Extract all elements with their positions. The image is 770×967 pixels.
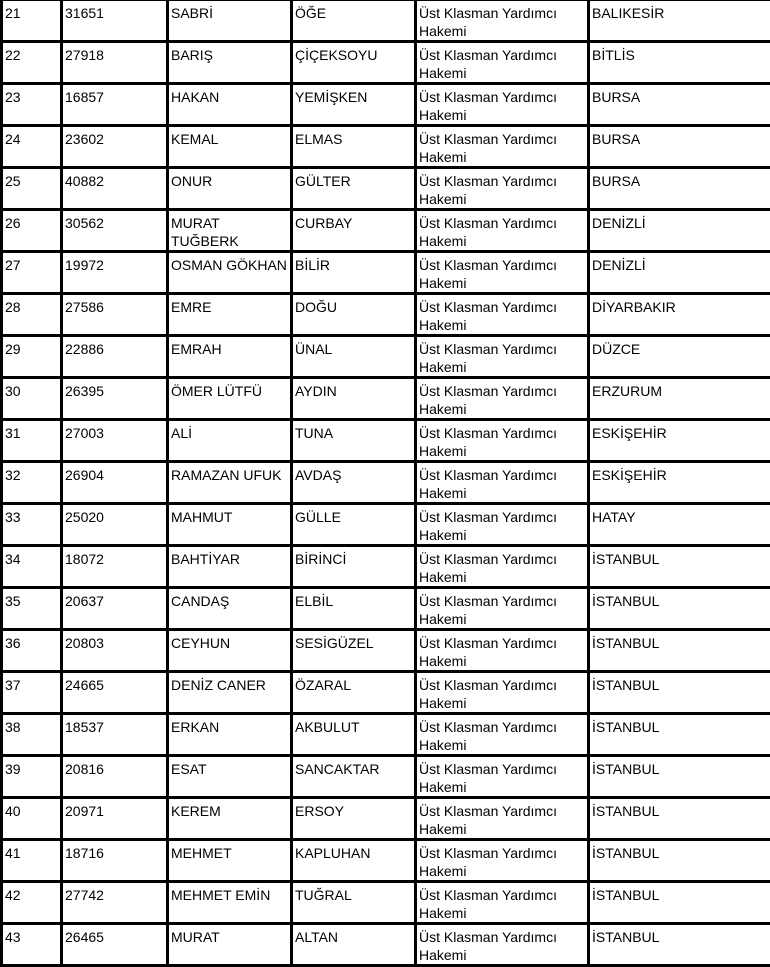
first-name-cell: ÖMER LÜTFÜ bbox=[168, 378, 292, 420]
first-name-cell: ONUR bbox=[168, 168, 292, 210]
row-number-cell: 22 bbox=[2, 42, 62, 84]
table-row bbox=[2, 84, 770, 126]
classification-cell: Üst Klasman Yardımcı Hakemi bbox=[416, 168, 589, 210]
row-number-cell: 32 bbox=[2, 462, 62, 504]
last-name-cell: CURBAY bbox=[292, 210, 416, 252]
row-number-cell: 25 bbox=[2, 168, 62, 210]
last-name-cell: SESİGÜZEL bbox=[292, 630, 416, 672]
license-number-cell: 20816 bbox=[62, 756, 168, 798]
row-number-cell: 23 bbox=[2, 84, 62, 126]
first-name-cell: RAMAZAN UFUK bbox=[168, 462, 292, 504]
last-name-cell: YEMİŞKEN bbox=[292, 84, 416, 126]
license-number-cell: 25020 bbox=[62, 504, 168, 546]
table-row bbox=[2, 882, 770, 924]
last-name-cell: ÖĞE bbox=[292, 0, 416, 42]
first-name-cell: SABRİ bbox=[168, 0, 292, 42]
classification-cell: Üst Klasman Yardımcı Hakemi bbox=[416, 126, 589, 168]
last-name-cell: AYDIN bbox=[292, 378, 416, 420]
row-number-cell: 29 bbox=[2, 336, 62, 378]
license-number-cell: 18072 bbox=[62, 546, 168, 588]
city-cell: BURSA bbox=[589, 126, 770, 168]
last-name-cell: TUNA bbox=[292, 420, 416, 462]
license-number-cell: 26904 bbox=[62, 462, 168, 504]
city-cell: DÜZCE bbox=[589, 336, 770, 378]
row-number-cell: 37 bbox=[2, 672, 62, 714]
table-row bbox=[2, 672, 770, 714]
table-row bbox=[2, 462, 770, 504]
license-number-cell: 16857 bbox=[62, 84, 168, 126]
first-name-cell: HAKAN bbox=[168, 84, 292, 126]
first-name-cell: DENİZ CANER bbox=[168, 672, 292, 714]
license-number-cell: 40882 bbox=[62, 168, 168, 210]
first-name-cell: MAHMUT bbox=[168, 504, 292, 546]
row-number-cell: 27 bbox=[2, 252, 62, 294]
table-row bbox=[2, 168, 770, 210]
classification-cell: Üst Klasman Yardımcı Hakemi bbox=[416, 672, 589, 714]
license-number-cell: 27742 bbox=[62, 882, 168, 924]
table-row bbox=[2, 336, 770, 378]
city-cell: İSTANBUL bbox=[589, 882, 770, 924]
first-name-cell: ALİ bbox=[168, 420, 292, 462]
first-name-cell: MURAT TUĞBERK bbox=[168, 210, 292, 252]
table-row bbox=[2, 714, 770, 756]
last-name-cell: BİLİR bbox=[292, 252, 416, 294]
last-name-cell: GÜLTER bbox=[292, 168, 416, 210]
first-name-cell: MEHMET EMİN bbox=[168, 882, 292, 924]
classification-cell: Üst Klasman Yardımcı Hakemi bbox=[416, 714, 589, 756]
classification-cell: Üst Klasman Yardımcı Hakemi bbox=[416, 210, 589, 252]
city-cell: İSTANBUL bbox=[589, 588, 770, 630]
first-name-cell: EMRAH bbox=[168, 336, 292, 378]
first-name-cell: OSMAN GÖKHAN bbox=[168, 252, 292, 294]
last-name-cell: SANCAKTAR bbox=[292, 756, 416, 798]
classification-cell: Üst Klasman Yardımcı Hakemi bbox=[416, 924, 589, 966]
table-row bbox=[2, 420, 770, 462]
classification-cell: Üst Klasman Yardımcı Hakemi bbox=[416, 840, 589, 882]
classification-cell: Üst Klasman Yardımcı Hakemi bbox=[416, 0, 589, 42]
table-row bbox=[2, 378, 770, 420]
row-number-cell: 30 bbox=[2, 378, 62, 420]
city-cell: DENİZLİ bbox=[589, 210, 770, 252]
row-number-cell: 34 bbox=[2, 546, 62, 588]
row-number-cell: 21 bbox=[2, 0, 62, 42]
city-cell: ERZURUM bbox=[589, 378, 770, 420]
last-name-cell: ERSOY bbox=[292, 798, 416, 840]
table-row bbox=[2, 756, 770, 798]
license-number-cell: 24665 bbox=[62, 672, 168, 714]
last-name-cell: AKBULUT bbox=[292, 714, 416, 756]
last-name-cell: AVDAŞ bbox=[292, 462, 416, 504]
license-number-cell: 20971 bbox=[62, 798, 168, 840]
table-row bbox=[2, 252, 770, 294]
classification-cell: Üst Klasman Yardımcı Hakemi bbox=[416, 588, 589, 630]
city-cell: ESKİŞEHİR bbox=[589, 462, 770, 504]
last-name-cell: ALTAN bbox=[292, 924, 416, 966]
license-number-cell: 20637 bbox=[62, 588, 168, 630]
row-number-cell: 40 bbox=[2, 798, 62, 840]
table-row bbox=[2, 126, 770, 168]
first-name-cell: EMRE bbox=[168, 294, 292, 336]
city-cell: İSTANBUL bbox=[589, 924, 770, 966]
license-number-cell: 27003 bbox=[62, 420, 168, 462]
last-name-cell: DOĞU bbox=[292, 294, 416, 336]
city-cell: İSTANBUL bbox=[589, 840, 770, 882]
last-name-cell: ELMAS bbox=[292, 126, 416, 168]
table-row bbox=[2, 546, 770, 588]
city-cell: BURSA bbox=[589, 84, 770, 126]
classification-cell: Üst Klasman Yardımcı Hakemi bbox=[416, 336, 589, 378]
row-number-cell: 43 bbox=[2, 924, 62, 966]
license-number-cell: 30562 bbox=[62, 210, 168, 252]
license-number-cell: 18716 bbox=[62, 840, 168, 882]
city-cell: İSTANBUL bbox=[589, 798, 770, 840]
last-name-cell: BİRİNCİ bbox=[292, 546, 416, 588]
row-number-cell: 35 bbox=[2, 588, 62, 630]
city-cell: DİYARBAKIR bbox=[589, 294, 770, 336]
license-number-cell: 26395 bbox=[62, 378, 168, 420]
city-cell: İSTANBUL bbox=[589, 546, 770, 588]
table-row bbox=[2, 42, 770, 84]
city-cell: İSTANBUL bbox=[589, 672, 770, 714]
classification-cell: Üst Klasman Yardımcı Hakemi bbox=[416, 504, 589, 546]
row-number-cell: 41 bbox=[2, 840, 62, 882]
row-number-cell: 24 bbox=[2, 126, 62, 168]
city-cell: İSTANBUL bbox=[589, 630, 770, 672]
last-name-cell: ELBİL bbox=[292, 588, 416, 630]
table-row bbox=[2, 588, 770, 630]
classification-cell: Üst Klasman Yardımcı Hakemi bbox=[416, 462, 589, 504]
classification-cell: Üst Klasman Yardımcı Hakemi bbox=[416, 798, 589, 840]
referee-rows bbox=[2, 0, 770, 966]
first-name-cell: CEYHUN bbox=[168, 630, 292, 672]
license-number-cell: 23602 bbox=[62, 126, 168, 168]
city-cell: BİTLİS bbox=[589, 42, 770, 84]
table-row bbox=[2, 294, 770, 336]
last-name-cell: GÜLLE bbox=[292, 504, 416, 546]
classification-cell: Üst Klasman Yardımcı Hakemi bbox=[416, 546, 589, 588]
city-cell: BALIKESİR bbox=[589, 0, 770, 42]
last-name-cell: ÜNAL bbox=[292, 336, 416, 378]
last-name-cell: KAPLUHAN bbox=[292, 840, 416, 882]
table-row bbox=[2, 630, 770, 672]
table-row bbox=[2, 0, 770, 42]
table-row bbox=[2, 798, 770, 840]
city-cell: HATAY bbox=[589, 504, 770, 546]
first-name-cell: CANDAŞ bbox=[168, 588, 292, 630]
row-number-cell: 26 bbox=[2, 210, 62, 252]
city-cell: BURSA bbox=[589, 168, 770, 210]
license-number-cell: 31651 bbox=[62, 0, 168, 42]
license-number-cell: 27586 bbox=[62, 294, 168, 336]
row-number-cell: 36 bbox=[2, 630, 62, 672]
classification-cell: Üst Klasman Yardımcı Hakemi bbox=[416, 84, 589, 126]
last-name-cell: ÖZARAL bbox=[292, 672, 416, 714]
license-number-cell: 26465 bbox=[62, 924, 168, 966]
table-row bbox=[2, 924, 770, 966]
row-number-cell: 31 bbox=[2, 420, 62, 462]
classification-cell: Üst Klasman Yardımcı Hakemi bbox=[416, 378, 589, 420]
classification-cell: Üst Klasman Yardımcı Hakemi bbox=[416, 42, 589, 84]
city-cell: İSTANBUL bbox=[589, 756, 770, 798]
classification-cell: Üst Klasman Yardımcı Hakemi bbox=[416, 252, 589, 294]
row-number-cell: 28 bbox=[2, 294, 62, 336]
row-number-cell: 39 bbox=[2, 756, 62, 798]
classification-cell: Üst Klasman Yardımcı Hakemi bbox=[416, 882, 589, 924]
classification-cell: Üst Klasman Yardımcı Hakemi bbox=[416, 420, 589, 462]
license-number-cell: 18537 bbox=[62, 714, 168, 756]
first-name-cell: BARIŞ bbox=[168, 42, 292, 84]
table-row bbox=[2, 504, 770, 546]
classification-cell: Üst Klasman Yardımcı Hakemi bbox=[416, 294, 589, 336]
first-name-cell: ESAT bbox=[168, 756, 292, 798]
row-number-cell: 38 bbox=[2, 714, 62, 756]
license-number-cell: 19972 bbox=[62, 252, 168, 294]
first-name-cell: KEMAL bbox=[168, 126, 292, 168]
first-name-cell: MURAT bbox=[168, 924, 292, 966]
row-number-cell: 42 bbox=[2, 882, 62, 924]
first-name-cell: KEREM bbox=[168, 798, 292, 840]
license-number-cell: 22886 bbox=[62, 336, 168, 378]
classification-cell: Üst Klasman Yardımcı Hakemi bbox=[416, 630, 589, 672]
last-name-cell: ÇİÇEKSOYU bbox=[292, 42, 416, 84]
first-name-cell: ERKAN bbox=[168, 714, 292, 756]
table-row bbox=[2, 210, 770, 252]
first-name-cell: BAHTİYAR bbox=[168, 546, 292, 588]
city-cell: DENİZLİ bbox=[589, 252, 770, 294]
first-name-cell: MEHMET bbox=[168, 840, 292, 882]
classification-cell: Üst Klasman Yardımcı Hakemi bbox=[416, 756, 589, 798]
city-cell: İSTANBUL bbox=[589, 714, 770, 756]
last-name-cell: TUĞRAL bbox=[292, 882, 416, 924]
city-cell: ESKİŞEHİR bbox=[589, 420, 770, 462]
license-number-cell: 27918 bbox=[62, 42, 168, 84]
table-row bbox=[2, 840, 770, 882]
license-number-cell: 20803 bbox=[62, 630, 168, 672]
row-number-cell: 33 bbox=[2, 504, 62, 546]
